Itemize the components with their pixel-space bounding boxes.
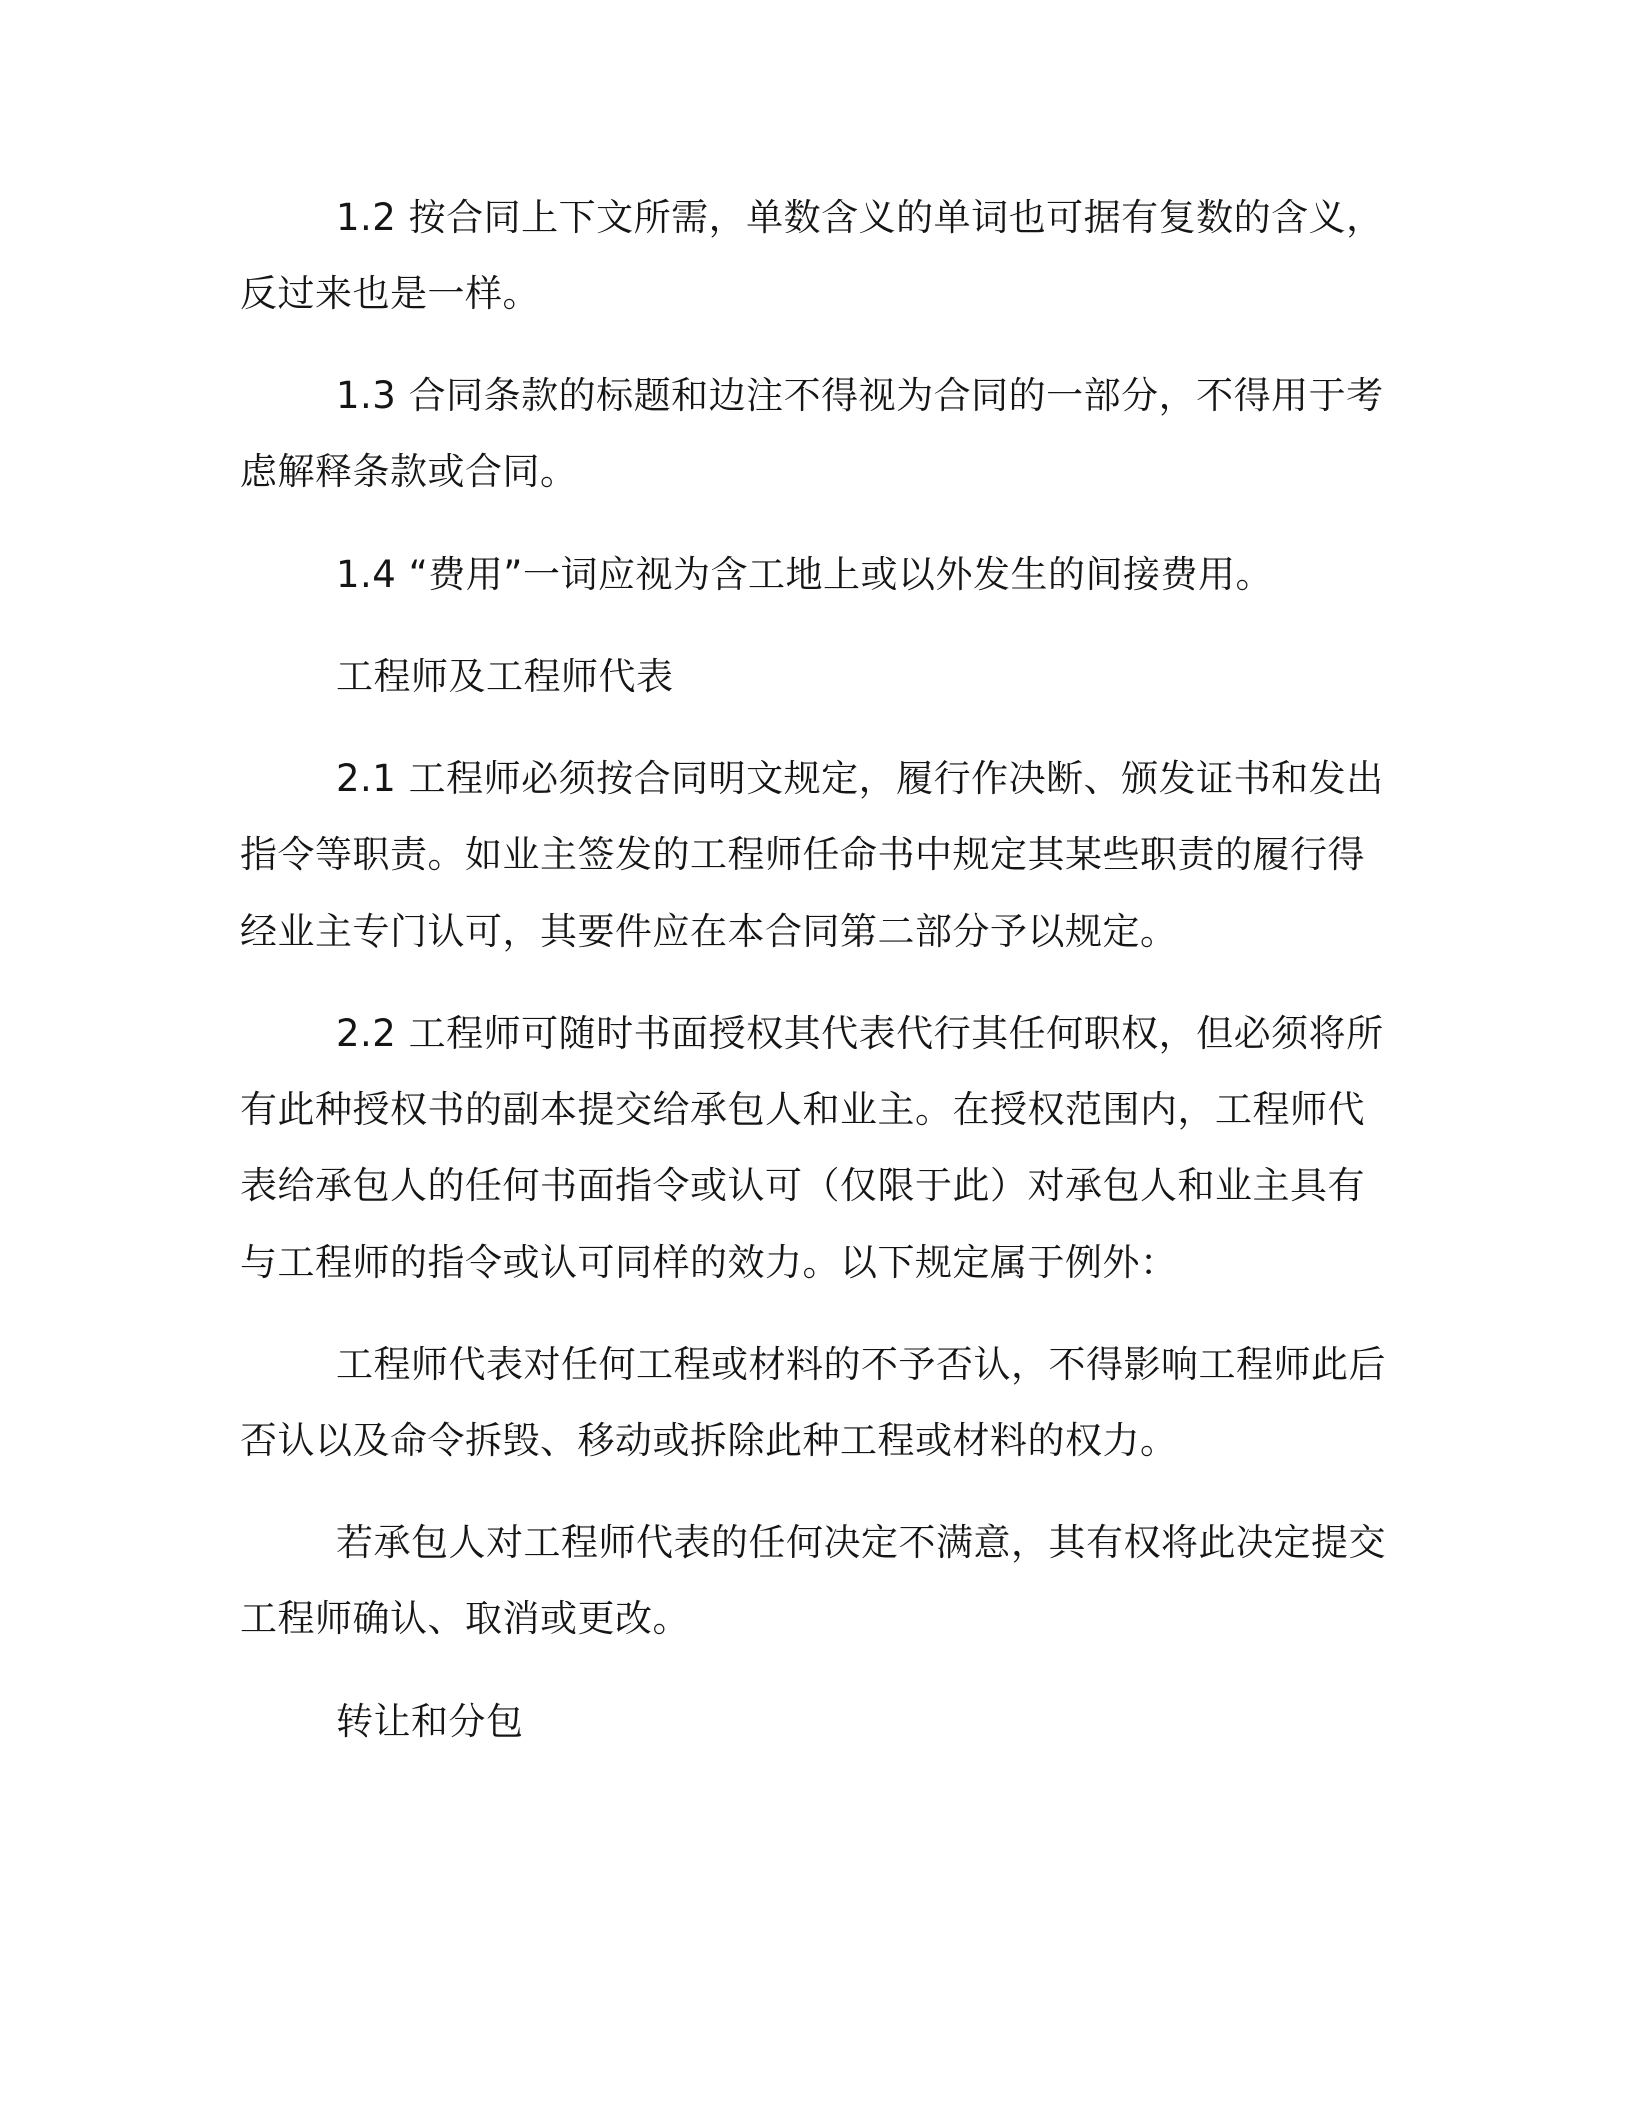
paragraph-2-1-line-1: 2.1 工程师必须按合同明文规定，履行作决断、颁发证书和发出 bbox=[336, 757, 1384, 800]
paragraph-2-2-line-3: 表给承包人的任何书面指令或认可（仅限于此）对承包人和业主具有 bbox=[240, 1164, 1365, 1207]
paragraph-2-2-line-2: 有此种授权书的副本提交给承包人和业主。在授权范围内，工程师代 bbox=[240, 1088, 1365, 1131]
paragraph-1-4-line-1: 1.4 “费用”一词应视为含工地上或以外发生的间接费用。 bbox=[336, 553, 1273, 596]
paragraph-2-2-line-4: 与工程师的指令或认可同样的效力。以下规定属于例外： bbox=[240, 1241, 1178, 1284]
paragraph-exception-1-line-2: 否认以及命令拆毁、移动或拆除此种工程或材料的权力。 bbox=[240, 1419, 1178, 1462]
paragraph-exception-1-line-1: 工程师代表对任何工程或材料的不予否认，不得影响工程师此后 bbox=[336, 1343, 1386, 1386]
paragraph-exception-2-line-1: 若承包人对工程师代表的任何决定不满意，其有权将此决定提交 bbox=[336, 1521, 1386, 1564]
section-heading-engineer: 工程师及工程师代表 bbox=[336, 655, 674, 698]
paragraph-1-3-line-1: 1.3 合同条款的标题和边注不得视为合同的一部分，不得用于考 bbox=[336, 374, 1384, 417]
paragraph-2-1-line-3: 经业主专门认可，其要件应在本合同第二部分予以规定。 bbox=[240, 910, 1178, 953]
paragraph-1-2-line-2: 反过来也是一样。 bbox=[240, 272, 540, 315]
paragraph-1-2-line-1: 1.2 按合同上下文所需，单数含义的单词也可据有复数的含义， bbox=[336, 196, 1384, 239]
paragraph-1-3-line-2: 虑解释条款或合同。 bbox=[240, 450, 578, 493]
paragraph-exception-2-line-2: 工程师确认、取消或更改。 bbox=[240, 1597, 690, 1640]
section-heading-assignment: 转让和分包 bbox=[336, 1700, 524, 1743]
paragraph-2-1-line-2: 指令等职责。如业主签发的工程师任命书中规定其某些职责的履行得 bbox=[240, 833, 1365, 876]
paragraph-2-2-line-1: 2.2 工程师可随时书面授权其代表代行其任何职权，但必须将所 bbox=[336, 1012, 1384, 1055]
